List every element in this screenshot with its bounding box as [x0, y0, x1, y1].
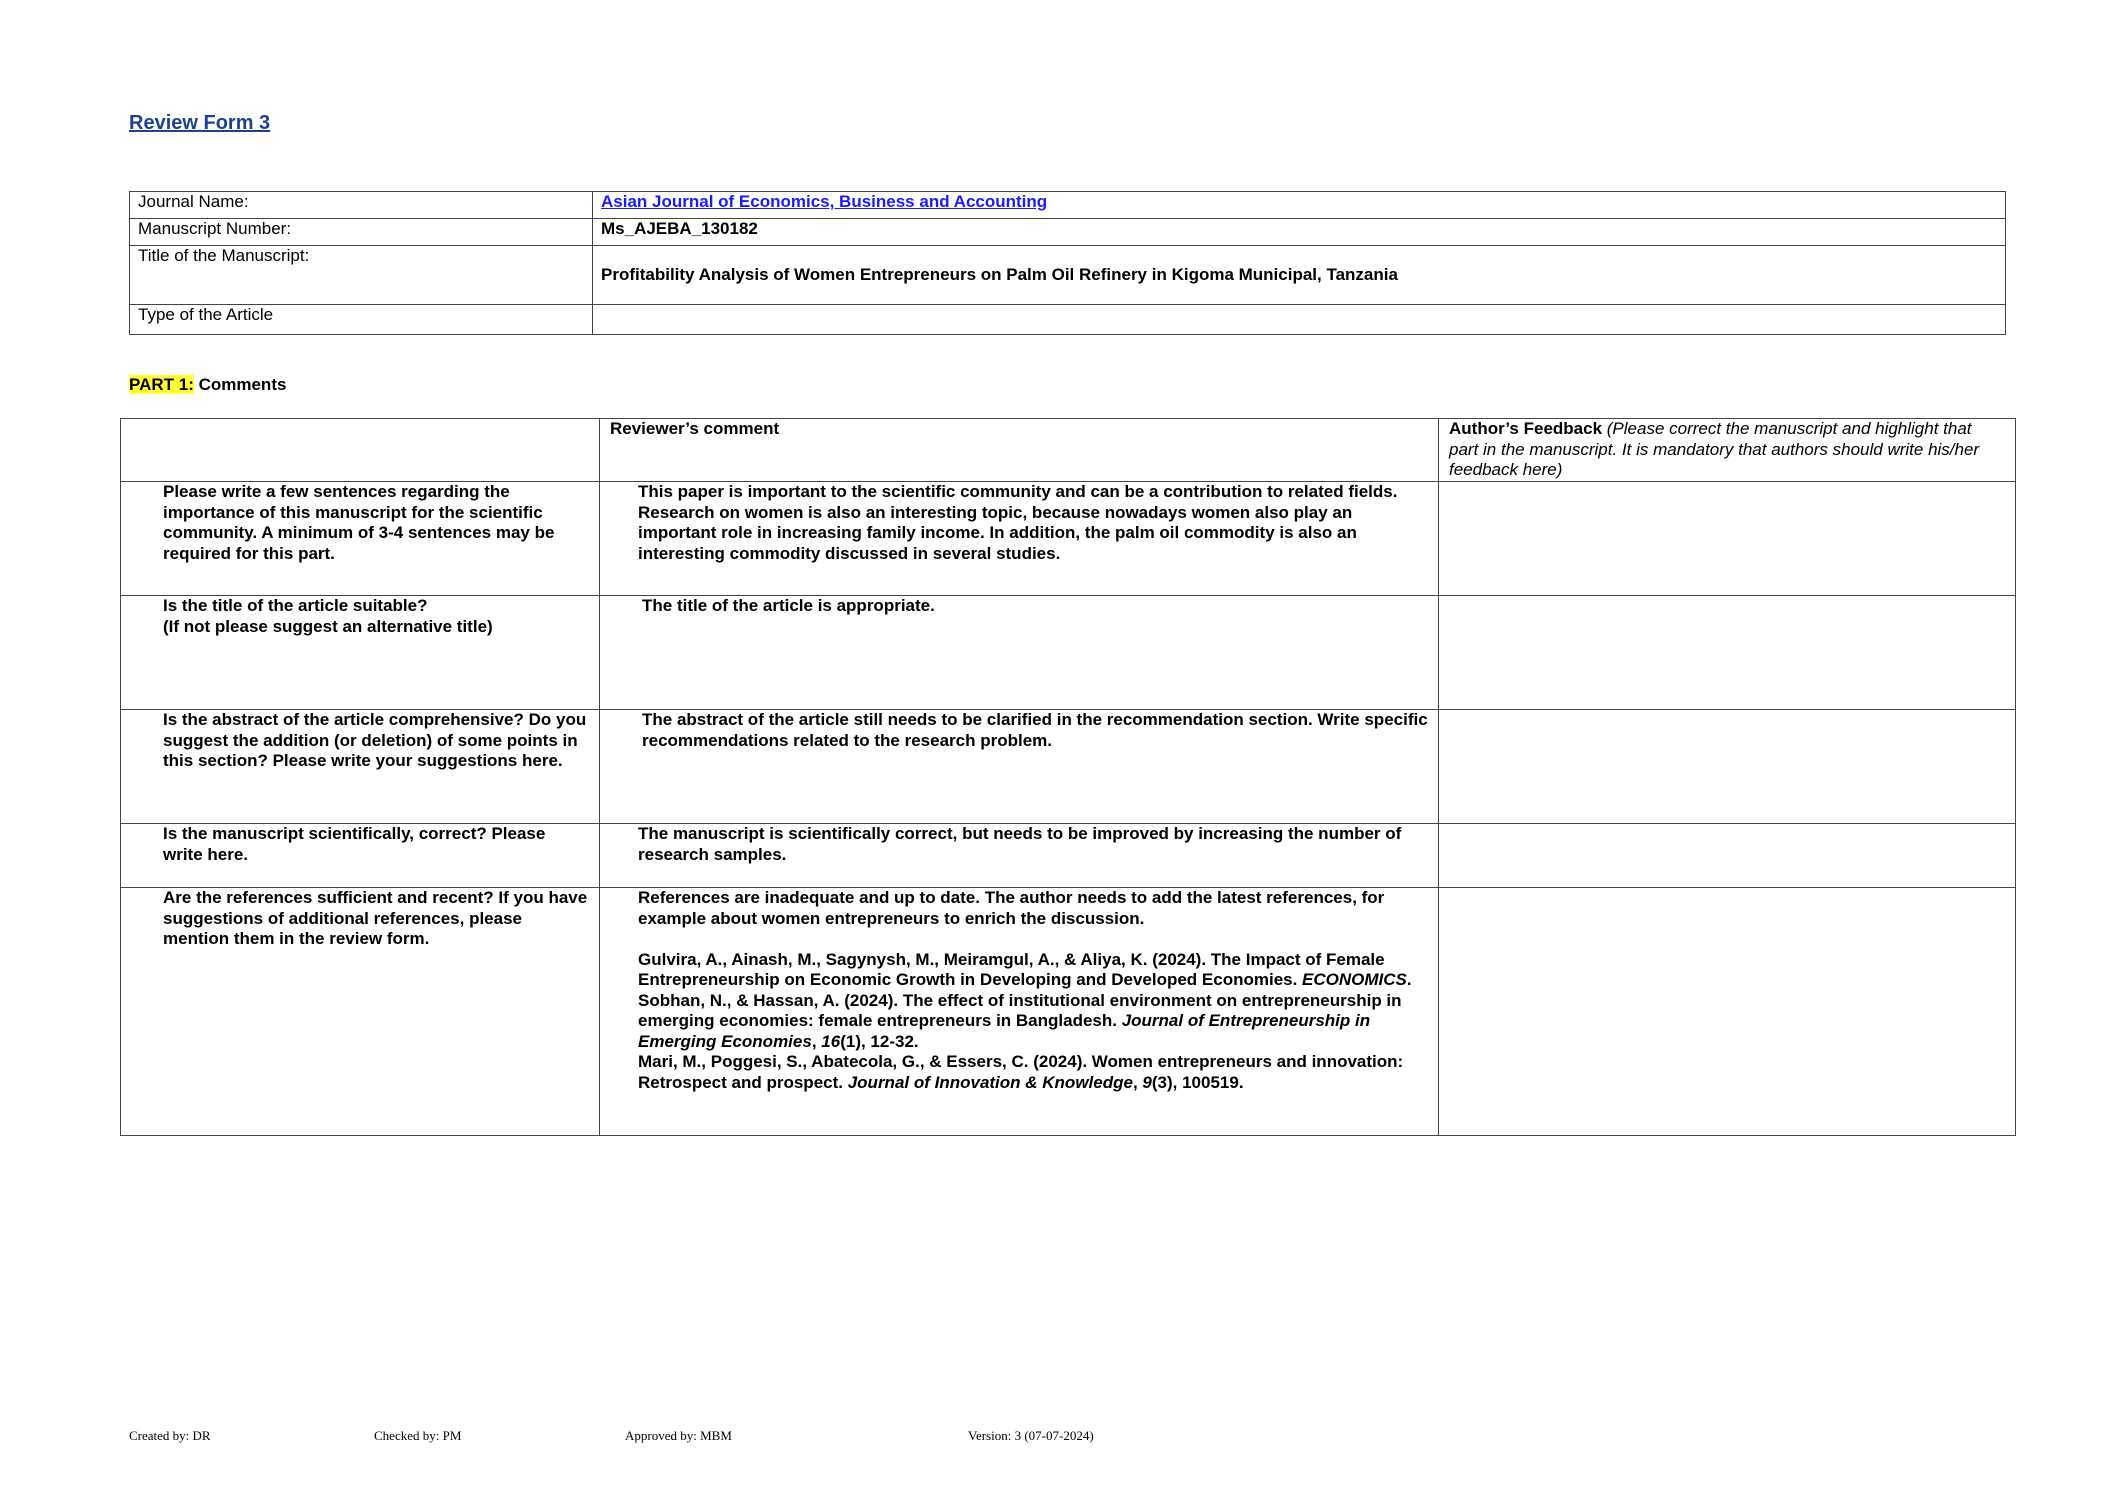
reviewer-comment: The abstract of the article still needs to be clarified in the recommendation section. Write specific recommendations related to the research problem. — [600, 710, 1439, 824]
part1-heading — [129, 375, 286, 395]
journal-name-label: Journal Name: — [130, 192, 593, 219]
author-feedback-note: (Please correct the manuscript and highlight that part in the manuscript. It is mandatory that authors should write his/her feedback here) — [1449, 419, 1980, 479]
table-row — [121, 482, 2016, 596]
reviewer-comment: The manuscript is scientifically correct, but needs to be improved by increasing the number of research samples. — [600, 824, 1439, 888]
reference-item: Gulvira, A., Ainash, M., Sagynysh, M., Meiramgul, A., & Aliya, K. (2024). The Impact of Female Entrepreneurship on Economic Growth in Developing and Developed Economies. ECONOMICS. — [638, 949, 1412, 989]
question: Is the abstract of the article comprehensive? Do you suggest the addition (or deletion) of some points in this section? Please write your suggestions here. — [121, 710, 600, 824]
question-line: Is the title of the article suitable? — [163, 596, 428, 615]
question-header — [121, 419, 600, 482]
author-feedback-cell[interactable] — [1439, 482, 2016, 596]
author-feedback-title: Author’s Feedback — [1449, 419, 1603, 438]
manuscript-title-label: Title of the Manuscript: — [130, 246, 593, 305]
table-row — [121, 710, 2016, 824]
manuscript-number-value: Ms_AJEBA_130182 — [593, 219, 2006, 246]
part1-label: Comments — [193, 375, 287, 394]
question-line: (If not please suggest an alternative title) — [163, 616, 493, 636]
question — [121, 596, 600, 710]
table-row — [121, 824, 2016, 888]
author-feedback-cell[interactable] — [1439, 824, 2016, 888]
author-feedback-cell[interactable] — [1439, 710, 2016, 824]
question: Is the manuscript scientifically, correct? Please write here. — [121, 824, 600, 888]
reference-item: Mari, M., Poggesi, S., Abatecola, G., & Essers, C. (2024). Women entrepreneurs and innovation: Retrospect and prospect. Journal of Innovation & Knowledge, 9(3), 100519. — [638, 1052, 1404, 1092]
header-row — [121, 419, 2016, 482]
article-type-value — [593, 305, 2006, 335]
reviewer-comment-text: References are inadequate and up to date. The author needs to add the latest references, for example about women entrepreneurs to enrich the discussion. — [638, 888, 1385, 928]
manuscript-title-value: Profitability Analysis of Women Entrepreneurs on Palm Oil Refinery in Kigoma Municipal, Tanzania — [593, 246, 2006, 305]
footer-approved-by: Approved by: MBM — [625, 1428, 732, 1443]
table-row — [121, 888, 2016, 1136]
journal-name-link[interactable]: Asian Journal of Economics, Business and Accounting — [601, 192, 1048, 211]
question: Please write a few sentences regarding the importance of this manuscript for the scientific community. A minimum of 3-4 sentences may be required for this part. — [121, 482, 600, 596]
table-row — [121, 596, 2016, 710]
reviewer-comment: The title of the article is appropriate. — [600, 596, 1439, 710]
author-feedback-cell[interactable] — [1439, 888, 2016, 1136]
comments-table — [120, 418, 2016, 1136]
manuscript-number-label: Manuscript Number: — [130, 219, 593, 246]
article-type-label: Type of the Article — [130, 305, 593, 335]
manuscript-info-table — [129, 191, 2006, 335]
reviewer-comment — [600, 888, 1439, 1136]
question: Are the references sufficient and recent? If you have suggestions of additional references, please mention them in the review form. — [121, 888, 600, 1136]
part1-prefix: PART 1: — [129, 375, 194, 394]
footer-created-by: Created by: DR — [129, 1428, 211, 1443]
reviewer-comment-header: Reviewer’s comment — [600, 419, 1439, 482]
footer-version: Version: 3 (07-07-2024) — [968, 1428, 1094, 1443]
form-title: Review Form 3 — [129, 112, 271, 134]
footer-checked-by: Checked by: PM — [374, 1428, 462, 1443]
author-feedback-cell[interactable] — [1439, 596, 2016, 710]
author-feedback-header — [1439, 419, 2016, 482]
reviewer-comment: This paper is important to the scientific community and can be a contribution to related fields. Research on women is also an interesting topic, because nowadays women also play an important role in increasing family income. In addition, the palm oil commodity is also an interesting commodity discussed in several studies. — [600, 482, 1439, 596]
reference-item: Sobhan, N., & Hassan, A. (2024). The effect of institutional environment on entrepreneurship in emerging economies: female entrepreneurs in Bangladesh. Journal of Entrepreneurship in Emerging Economies, 16(1), 12-32. — [638, 990, 1402, 1051]
